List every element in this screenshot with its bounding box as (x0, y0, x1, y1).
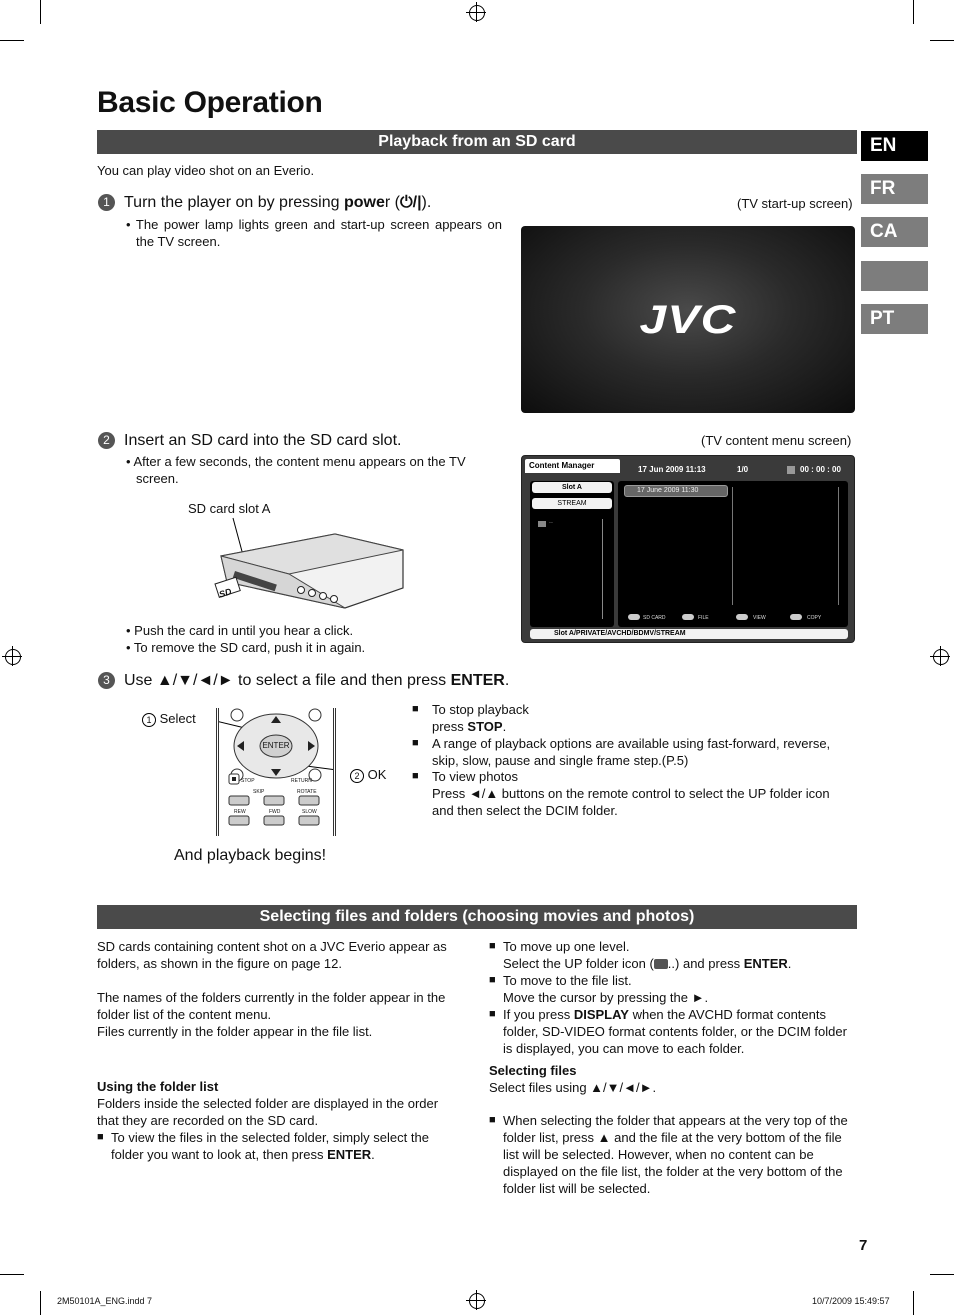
lang-tab-blank[interactable] (861, 261, 928, 291)
select-label: 1 Select (142, 710, 196, 727)
tip-top-folder: ■ When selecting the folder that appears at the very top of the folder list, press ▲ and the file at the very bottom of the file list will be selected. However, when no content can be displayed on the file list, the folder at the very bottom of the folder list will be selected. (489, 1113, 848, 1196)
file-list-panel (618, 481, 848, 627)
return-button[interactable]: RETURN (291, 778, 312, 784)
file-button-icon (682, 614, 694, 620)
stop-button[interactable]: STOP (241, 778, 255, 784)
tv-startup-caption: (TV start-up screen) (737, 196, 853, 211)
file-item[interactable]: 17 June 2009 11:30 (624, 485, 728, 497)
selecting-files-text: Select files using ▲/▼/◄/►. (489, 1080, 657, 1095)
sd-card-label: SD (217, 586, 233, 600)
sd-card-button[interactable]: SD CARD (643, 615, 666, 621)
folder-list-heading: Using the folder list (97, 1079, 219, 1094)
folder-list-bullet: ■ To view the files in the selected folder, simply select the folder you want to look at, then press ENTER. (97, 1130, 429, 1162)
crop-mark (40, 1291, 41, 1315)
footer-timestamp: 10/7/2009 15:49:57 (812, 1296, 890, 1306)
lang-tab-en[interactable]: EN (861, 131, 928, 161)
content-menu-screen (521, 455, 855, 643)
stream-folder-label: STREAM (532, 498, 612, 509)
page-number: 7 (859, 1237, 868, 1254)
registration-mark-icon (469, 5, 485, 21)
copy-button[interactable]: COPY (807, 615, 822, 621)
folder-list-panel (530, 481, 614, 627)
lang-tab-pt[interactable]: PT (861, 304, 928, 334)
scrollbar[interactable] (838, 487, 839, 605)
crop-mark (930, 40, 954, 41)
sd-slot-label: SD card slot A (188, 501, 271, 516)
section-heading-playback: Playback from an SD card (97, 130, 857, 154)
folder-icon (538, 521, 546, 527)
footer-file-info: 2M50101A_ENG.indd 7 (57, 1296, 153, 1306)
time-icon (787, 466, 795, 474)
player-illustration (205, 516, 410, 616)
tv-startup-screen (521, 226, 855, 413)
step3-heading: 3 Use ▲/▼/◄/► to select a file and then press ENTER. (98, 671, 509, 691)
remote-graphics (219, 708, 333, 836)
registration-mark-icon (933, 649, 949, 665)
tip-move-file-list: ■ To move to the file list. Move the cursor by pressing the ►. (489, 973, 709, 1005)
registration-mark-icon (5, 649, 21, 665)
step1-heading: 1 Turn the player on by pressing power (⏻/|). (98, 193, 431, 213)
step2-bullet-remove: • To remove the SD card, push it in again. (126, 640, 366, 655)
step2-bullet-click: • Push the card in until you hear a click. (126, 623, 354, 638)
crop-mark (0, 40, 24, 41)
bullet-square-icon: ■ (489, 1114, 496, 1126)
bullet-square-icon: ■ (489, 974, 496, 986)
tip-display: ■ If you press DISPLAY when the AVCHD format contents folder, SD-VIDEO format contents folder, or the DCIM folder is displayed, you can move to each folder. (489, 1007, 847, 1056)
section2-p1: SD cards containing content shot on a JVC Everio appear as folders, as shown in the figure on page 12. (97, 939, 447, 971)
crop-mark (930, 1274, 954, 1275)
note-view-photos: ■ To view photos Press ◄/▲ buttons on the remote control to select the UP folder icon and then select the DCIM folder. (412, 769, 830, 818)
folder-path: Slot A/PRIVATE/AVCHD/BDMV/STREAM (530, 629, 848, 639)
selecting-files-heading: Selecting files (489, 1063, 577, 1078)
slot-a-label: Slot A (532, 482, 612, 493)
step1-bullet: • The power lamp lights green and start-up screen appears on the TV screen. (126, 217, 502, 249)
crop-mark (0, 1274, 24, 1275)
bullet-square-icon: ■ (489, 1008, 496, 1020)
slow-label: SLOW (302, 809, 317, 815)
bullet-square-icon: ■ (412, 770, 419, 782)
page-title: Basic Operation (97, 86, 323, 119)
view-button-icon (736, 614, 748, 620)
jvc-logo: JVC (639, 298, 737, 342)
note-playback-options: ■ A range of playback options are available using fast-forward, reverse, skip, slow, pause and single frame step.(P.5) (412, 736, 831, 768)
crop-mark (913, 1291, 914, 1315)
bullet-square-icon: ■ (489, 940, 496, 952)
lang-tab-fr[interactable]: FR (861, 174, 928, 204)
tip-move-up: ■ To move up one level. Select the UP folder icon ( ..) and press ENTER. (489, 939, 792, 971)
file-button[interactable]: FILE (698, 615, 709, 621)
skip-label: SKIP (253, 789, 265, 795)
power-icon: ⏻/| (399, 194, 422, 211)
step-number: 2 (98, 432, 115, 449)
menu-time: 00 : 00 : 00 (800, 465, 841, 474)
scrollbar[interactable] (602, 519, 603, 619)
rotate-label: ROTATE (297, 789, 317, 795)
copy-button-icon (790, 614, 802, 620)
ok-label: 2 OK (350, 766, 386, 783)
view-button[interactable]: VIEW (753, 615, 766, 621)
step-number: 3 (98, 672, 115, 689)
bullet-square-icon: ■ (412, 703, 419, 715)
registration-mark-icon (469, 1293, 485, 1309)
content-manager-tab: Content Manager (525, 459, 620, 473)
bullet-square-icon: ■ (97, 1131, 104, 1143)
playback-begins: And playback begins! (174, 847, 327, 864)
sd-card-button-icon (628, 614, 640, 620)
rew-label: REW (234, 809, 246, 815)
fwd-label: FWD (269, 809, 281, 815)
step-number: 1 (98, 194, 115, 211)
menu-count: 1/0 (737, 465, 749, 474)
tv-menu-caption: (TV content menu screen) (701, 433, 852, 448)
remote-control (216, 708, 336, 836)
up-folder-label: .. (549, 518, 553, 525)
column-divider (732, 487, 733, 605)
crop-mark (913, 0, 914, 24)
step2-heading: 2 Insert an SD card into the SD card slot. (98, 431, 401, 451)
section-heading-selecting: Selecting files and folders (choosing movies and photos) (97, 905, 857, 929)
up-folder-dots: .. (667, 956, 676, 971)
lang-tab-ca[interactable]: CA (861, 217, 928, 247)
up-folder-icon (654, 959, 668, 969)
intro-text: You can play video shot on an Everio. (97, 163, 315, 178)
crop-mark (40, 0, 41, 24)
step2-bullet: • After a few seconds, the content menu appears on the TV screen. (126, 454, 466, 486)
note-stop-playback: ■ To stop playback press STOP. (412, 702, 529, 734)
section2-p2: The names of the folders currently in the folder appear in the folder list of the content menu. (97, 990, 446, 1022)
bullet-square-icon: ■ (412, 737, 419, 749)
section2-p3: Files currently in the folder appear in the file list. (97, 1024, 373, 1039)
menu-date: 17 Jun 2009 11:13 (638, 465, 706, 474)
enter-button[interactable]: ENTER (262, 741, 290, 750)
folder-list-text: Folders inside the selected folder are displayed in the order that they are recorded on the SD card. (97, 1096, 439, 1128)
